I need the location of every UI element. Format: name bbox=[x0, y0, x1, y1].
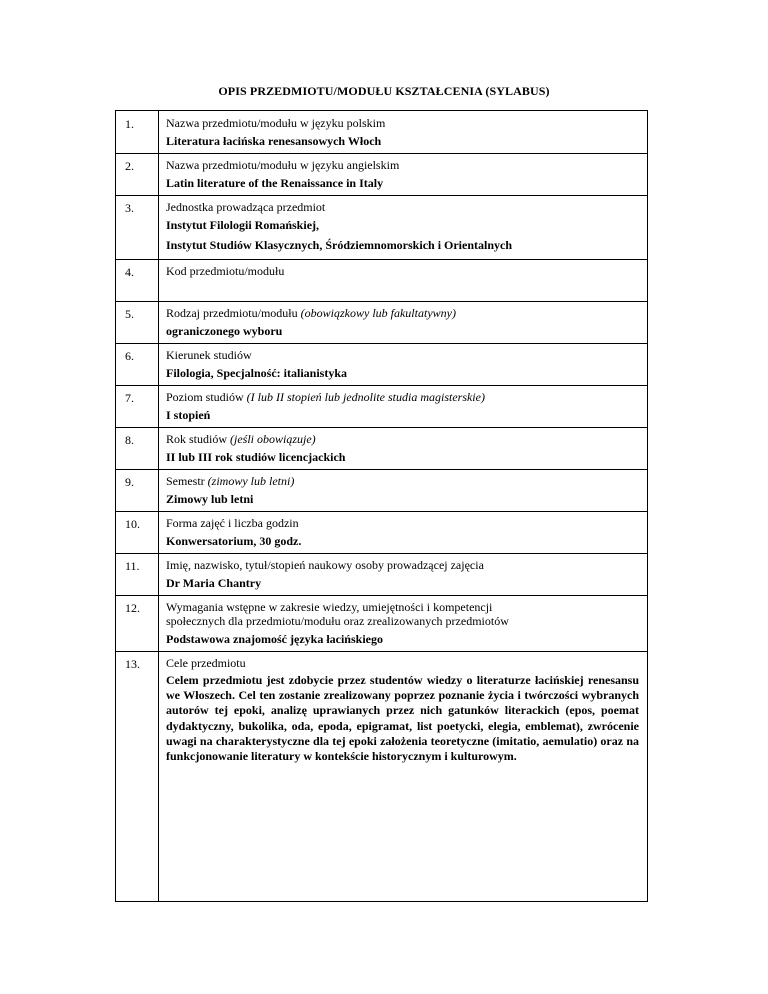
row-number: 10. bbox=[125, 517, 140, 531]
table-row bbox=[116, 153, 647, 196]
row-label: Rodzaj przedmiotu/modułu (obowiązkowy lub fakultatywny) bbox=[166, 306, 456, 320]
row-value: I stopień bbox=[166, 408, 211, 422]
row-value-line-2: Instytut Studiów Klasycznych, Śródziemnomorskich i Orientalnych bbox=[166, 238, 513, 252]
row-value: II lub III rok studiów licencjackich bbox=[166, 450, 346, 464]
row-number: 12. bbox=[125, 601, 140, 615]
row-number: 3. bbox=[125, 201, 134, 215]
row-value: Dr Maria Chantry bbox=[166, 576, 262, 590]
row-number: 9. bbox=[125, 475, 134, 489]
table-row bbox=[116, 469, 647, 512]
row-label: Jednostka prowadząca przedmiot bbox=[166, 200, 326, 214]
row-label-note: (zimowy lub letni) bbox=[207, 474, 295, 488]
row-label: Imię, nazwisko, tytuł/stopień naukowy osoby prowadzącej zajęcia bbox=[166, 558, 484, 572]
row-value: Celem przedmiotu jest zdobycie przez studentów wiedzy o literaturze łacińskiej renesansu we Włoszech. Cel ten zostanie zrealizowany poprzez poznanie życia i twórczości wybranych autorów tej epoki, analizę uprawianych przez nich gatunków literackich (epos, poemat dydaktyczny, bukolika, oda, epoda, epigramat, list poetycki, elegia, emblemat), zwrócenie uwagi na charakterystyczne dla tej epoki założenia teoretyczne (imitatio, aemulatio) oraz na funkcjonowanie literatury w kontekście historycznym i kulturowym. bbox=[166, 673, 639, 764]
table-row bbox=[116, 343, 647, 386]
table-row bbox=[116, 301, 647, 344]
row-value: Filologia, Specjalność: italianistyka bbox=[166, 366, 348, 380]
row-label: Rok studiów (jeśli obowiązuje) bbox=[166, 432, 316, 446]
table-row bbox=[116, 111, 647, 154]
row-number: 13. bbox=[125, 657, 140, 671]
row-number: 6. bbox=[125, 349, 134, 363]
row-value: Instytut Filologii Romańskiej, bbox=[166, 218, 320, 232]
row-number: 5. bbox=[125, 307, 134, 321]
row-label: Nazwa przedmiotu/modułu w języku polskim bbox=[166, 116, 386, 130]
row-number: 7. bbox=[125, 391, 134, 405]
row-number: 2. bbox=[125, 159, 134, 173]
row-value: Zimowy lub letni bbox=[166, 492, 254, 506]
row-label-line-2: społecznych dla przedmiotu/modułu oraz zrealizowanych przedmiotów bbox=[166, 614, 509, 628]
row-label: Poziom studiów (I lub II stopień lub jednolite studia magisterskie) bbox=[166, 390, 485, 404]
row-number: 11. bbox=[125, 559, 140, 573]
row-value: Podstawowa znajomość języka łacińskiego bbox=[166, 632, 383, 646]
table-row bbox=[116, 385, 647, 428]
row-label-note: (obowiązkowy lub fakultatywny) bbox=[300, 306, 456, 320]
syllabus-table bbox=[115, 110, 648, 902]
row-number: 4. bbox=[125, 265, 134, 279]
table-row bbox=[116, 427, 647, 470]
row-label-note: (I lub II stopień lub jednolite studia magisterskie) bbox=[246, 390, 485, 404]
table-row bbox=[116, 511, 647, 554]
row-value: Literatura łacińska renesansowych Włoch bbox=[166, 134, 382, 148]
row-number: 8. bbox=[125, 433, 134, 447]
row-label: Kod przedmiotu/modułu bbox=[166, 264, 285, 278]
row-number: 1. bbox=[125, 117, 134, 131]
row-value: Konwersatorium, 30 godz. bbox=[166, 534, 302, 548]
page-title: OPIS PRZEDMIOTU/MODUŁU KSZTAŁCENIA (SYLABUS) bbox=[218, 84, 550, 98]
table-row bbox=[116, 651, 647, 902]
row-label: Semestr (zimowy lub letni) bbox=[166, 474, 295, 488]
row-label: Kierunek studiów bbox=[166, 348, 252, 362]
row-label: Cele przedmiotu bbox=[166, 656, 246, 670]
row-label-note: (jeśli obowiązuje) bbox=[230, 432, 316, 446]
table-row bbox=[116, 195, 647, 260]
row-value: Latin literature of the Renaissance in Italy bbox=[166, 176, 384, 190]
row-label: Wymagania wstępne w zakresie wiedzy, umiejętności i kompetencji bbox=[166, 600, 493, 614]
row-label: Nazwa przedmiotu/modułu w języku angielskim bbox=[166, 158, 400, 172]
table-row bbox=[116, 259, 647, 302]
row-value: ograniczonego wyboru bbox=[166, 324, 283, 338]
table-row bbox=[116, 595, 647, 652]
row-label: Forma zajęć i liczba godzin bbox=[166, 516, 299, 530]
table-row bbox=[116, 553, 647, 596]
